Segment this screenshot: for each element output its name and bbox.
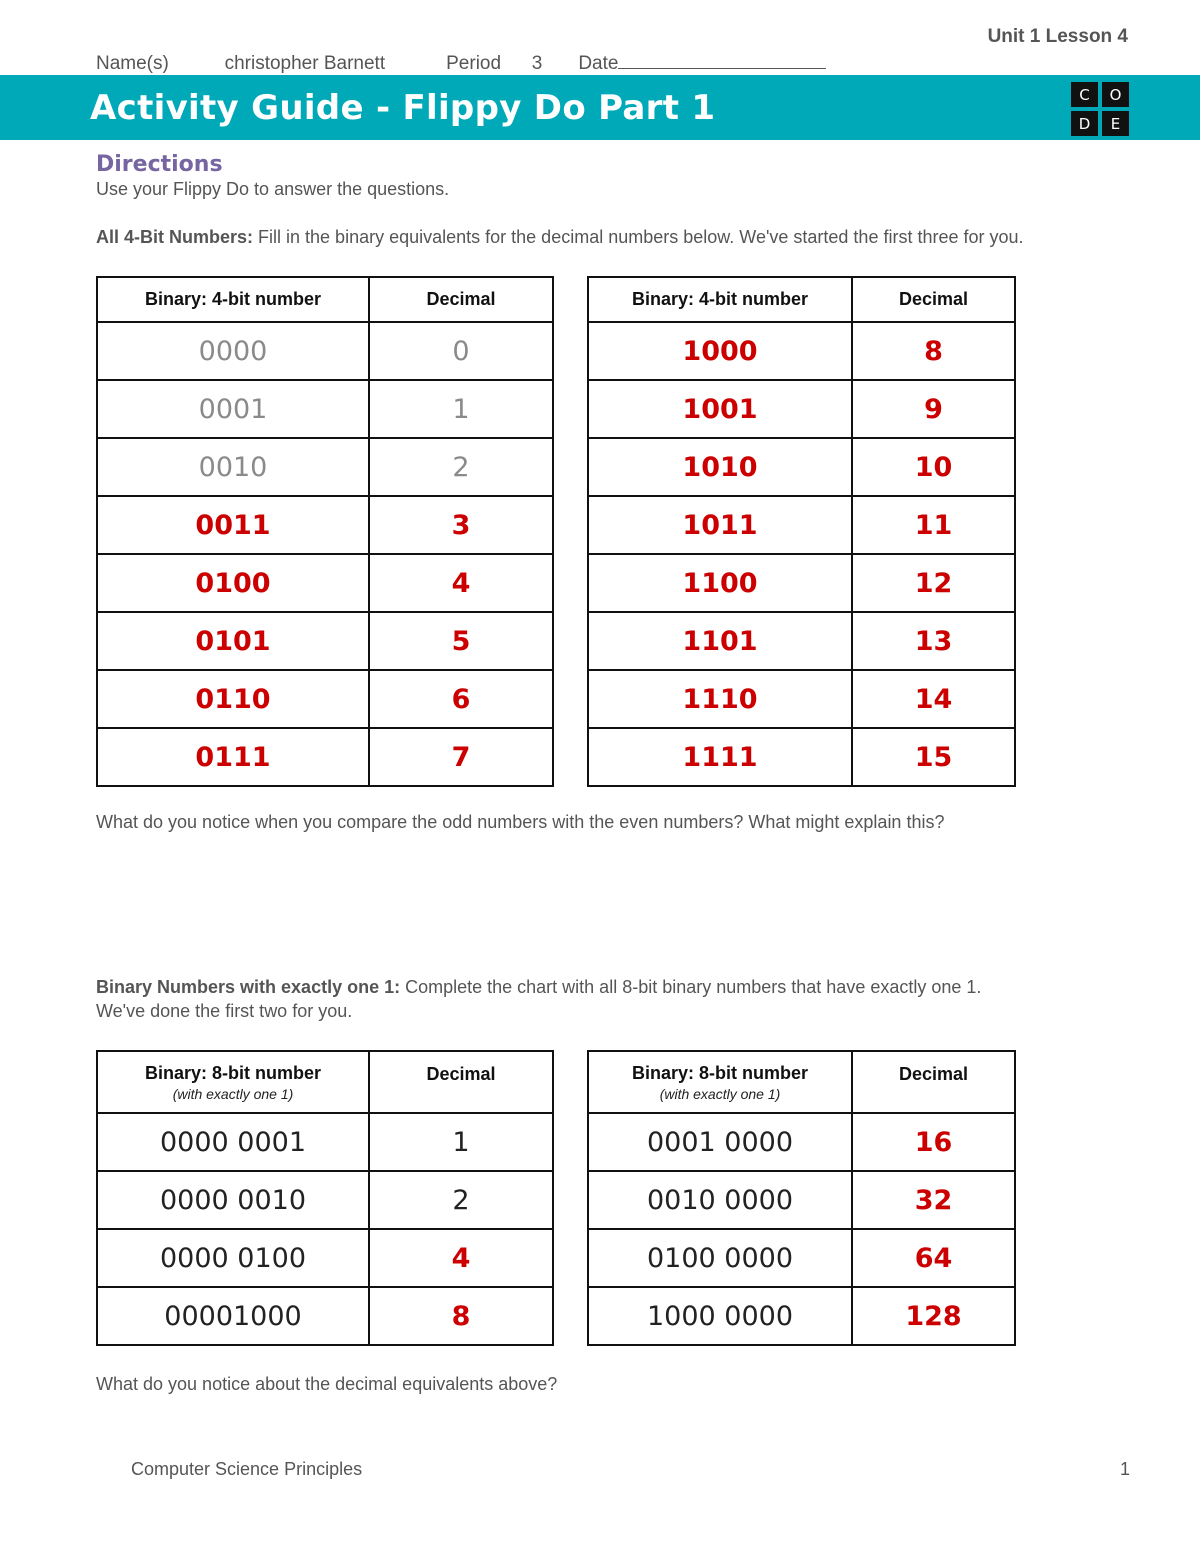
period-value: 3 [531, 53, 543, 74]
binary-cell[interactable]: 1100 [588, 554, 852, 612]
eight-bit-table-right [587, 1050, 1016, 1346]
section1-instructions [96, 227, 1024, 248]
header-binary: Binary: 4-bit number [97, 277, 369, 322]
section2-label: Binary Numbers with exactly one 1: [96, 977, 401, 997]
decimal-cell[interactable]: 4 [369, 554, 553, 612]
decimal-cell[interactable]: 14 [852, 670, 1015, 728]
table-row [588, 1229, 1015, 1287]
table-row [97, 438, 553, 496]
binary-cell[interactable]: 00001000 [97, 1287, 369, 1345]
eight-bit-table-left [96, 1050, 554, 1346]
footer-page-number: 1 [1120, 1459, 1131, 1479]
header-binary: Binary: 4-bit number [588, 277, 852, 322]
decimal-cell[interactable]: 11 [852, 496, 1015, 554]
binary-cell[interactable]: 1110 [588, 670, 852, 728]
binary-cell[interactable]: 0001 0000 [588, 1113, 852, 1171]
odd-even-question: What do you notice when you compare the odd numbers with the even numbers? What might explain this? [96, 812, 945, 832]
decimal-cell[interactable]: 12 [852, 554, 1015, 612]
period-field[interactable] [501, 53, 573, 76]
directions-text: Use your Flippy Do to answer the questions. [96, 179, 450, 199]
date-field[interactable] [618, 68, 826, 69]
section1-text: Fill in the binary equivalents for the decimal numbers below. We've started the first three for you. [253, 227, 1024, 247]
table-row [588, 438, 1015, 496]
header-decimal: Decimal [369, 277, 553, 322]
decimal-cell[interactable]: 5 [369, 612, 553, 670]
footer-course: Computer Science Principles [131, 1459, 363, 1479]
decimal-cell[interactable]: 64 [852, 1229, 1015, 1287]
decimal-cell[interactable]: 8 [369, 1287, 553, 1345]
table-row [97, 728, 553, 786]
four-bit-table-right [587, 276, 1016, 787]
binary-cell[interactable]: 1000 0000 [588, 1287, 852, 1345]
table-row [588, 728, 1015, 786]
table-row [97, 1229, 553, 1287]
table-row [588, 380, 1015, 438]
binary-cell[interactable]: 1011 [588, 496, 852, 554]
unit-lesson-label: Unit 1 Lesson 4 [987, 26, 1128, 47]
decimal-cell[interactable]: 13 [852, 612, 1015, 670]
table-row [97, 322, 553, 380]
decimal-cell[interactable]: 3 [369, 496, 553, 554]
binary-cell: 0000 0010 [97, 1171, 369, 1229]
code-org-logo [1068, 79, 1132, 139]
binary-cell: 0010 [97, 438, 369, 496]
decimal-cell[interactable]: 8 [852, 322, 1015, 380]
binary-cell[interactable]: 0100 [97, 554, 369, 612]
logo-letter-d: D [1071, 111, 1098, 136]
table-row [588, 612, 1015, 670]
header-decimal: Decimal [369, 1051, 553, 1113]
name-field[interactable] [169, 53, 441, 76]
section2-text: Complete the chart with all 8-bit binary numbers that have exactly one 1. [400, 977, 982, 997]
decimal-cell: 2 [369, 438, 553, 496]
decimal-cell[interactable]: 10 [852, 438, 1015, 496]
decimal-cell: 0 [369, 322, 553, 380]
date-label: Date [578, 53, 619, 74]
period-label: Period [446, 53, 502, 74]
decimal-cell: 1 [369, 1113, 553, 1171]
decimal-cell[interactable]: 9 [852, 380, 1015, 438]
header-binary-sub: (with exactly one 1) [659, 1085, 781, 1102]
directions-heading: Directions [96, 152, 223, 177]
table-row [588, 1171, 1015, 1229]
header-binary-sub: (with exactly one 1) [172, 1085, 294, 1102]
table-row [97, 670, 553, 728]
table-row [588, 554, 1015, 612]
decimal-cell[interactable]: 7 [369, 728, 553, 786]
table-row [97, 1171, 553, 1229]
decimal-cell[interactable]: 16 [852, 1113, 1015, 1171]
decimal-equivalents-question: What do you notice about the decimal equivalents above? [96, 1374, 558, 1394]
binary-cell[interactable]: 0010 0000 [588, 1171, 852, 1229]
binary-cell[interactable]: 0101 [97, 612, 369, 670]
binary-cell[interactable]: 1101 [588, 612, 852, 670]
table-row [588, 496, 1015, 554]
table-row [97, 496, 553, 554]
binary-cell[interactable]: 0110 [97, 670, 369, 728]
header-decimal: Decimal [852, 1051, 1015, 1113]
table-row [97, 1287, 553, 1345]
binary-cell[interactable]: 0000 0100 [97, 1229, 369, 1287]
header-binary-label: Binary: 8-bit number [631, 1062, 809, 1083]
decimal-cell[interactable]: 128 [852, 1287, 1015, 1345]
decimal-cell[interactable]: 15 [852, 728, 1015, 786]
section2-instructions-line2: We've done the first two for you. [96, 1001, 353, 1021]
binary-cell[interactable]: 1001 [588, 380, 852, 438]
table-row [588, 1287, 1015, 1345]
logo-letter-c: C [1071, 82, 1098, 107]
binary-cell: 0000 0001 [97, 1113, 369, 1171]
decimal-cell: 1 [369, 380, 553, 438]
decimal-cell[interactable]: 32 [852, 1171, 1015, 1229]
table-row [97, 612, 553, 670]
name-label: Name(s) [96, 53, 169, 74]
header-binary-label: Binary: 8-bit number [144, 1062, 322, 1083]
name-value: christopher Barnett [224, 53, 386, 74]
binary-cell[interactable]: 1111 [588, 728, 852, 786]
name-period-date-line [96, 53, 826, 76]
page-title: Activity Guide - Flippy Do Part 1 [90, 88, 716, 128]
header-binary [588, 1051, 852, 1113]
binary-cell[interactable]: 0100 0000 [588, 1229, 852, 1287]
decimal-cell[interactable]: 6 [369, 670, 553, 728]
section1-label: All 4-Bit Numbers: [96, 227, 254, 247]
binary-cell[interactable]: 1010 [588, 438, 852, 496]
decimal-cell: 2 [369, 1171, 553, 1229]
table-row [588, 322, 1015, 380]
table-row [97, 1113, 553, 1171]
binary-cell[interactable]: 0111 [97, 728, 369, 786]
logo-letter-e: E [1102, 111, 1129, 136]
four-bit-table-left [96, 276, 554, 787]
decimal-cell[interactable]: 4 [369, 1229, 553, 1287]
table-row [588, 1113, 1015, 1171]
binary-cell: 0001 [97, 380, 369, 438]
binary-cell: 0000 [97, 322, 369, 380]
binary-cell[interactable]: 1000 [588, 322, 852, 380]
logo-letter-o: O [1102, 82, 1129, 107]
binary-cell[interactable]: 0011 [97, 496, 369, 554]
section2-instructions [96, 977, 981, 998]
table-row [588, 670, 1015, 728]
header-decimal: Decimal [852, 277, 1015, 322]
table-row [97, 554, 553, 612]
header-binary [97, 1051, 369, 1113]
table-row [97, 380, 553, 438]
